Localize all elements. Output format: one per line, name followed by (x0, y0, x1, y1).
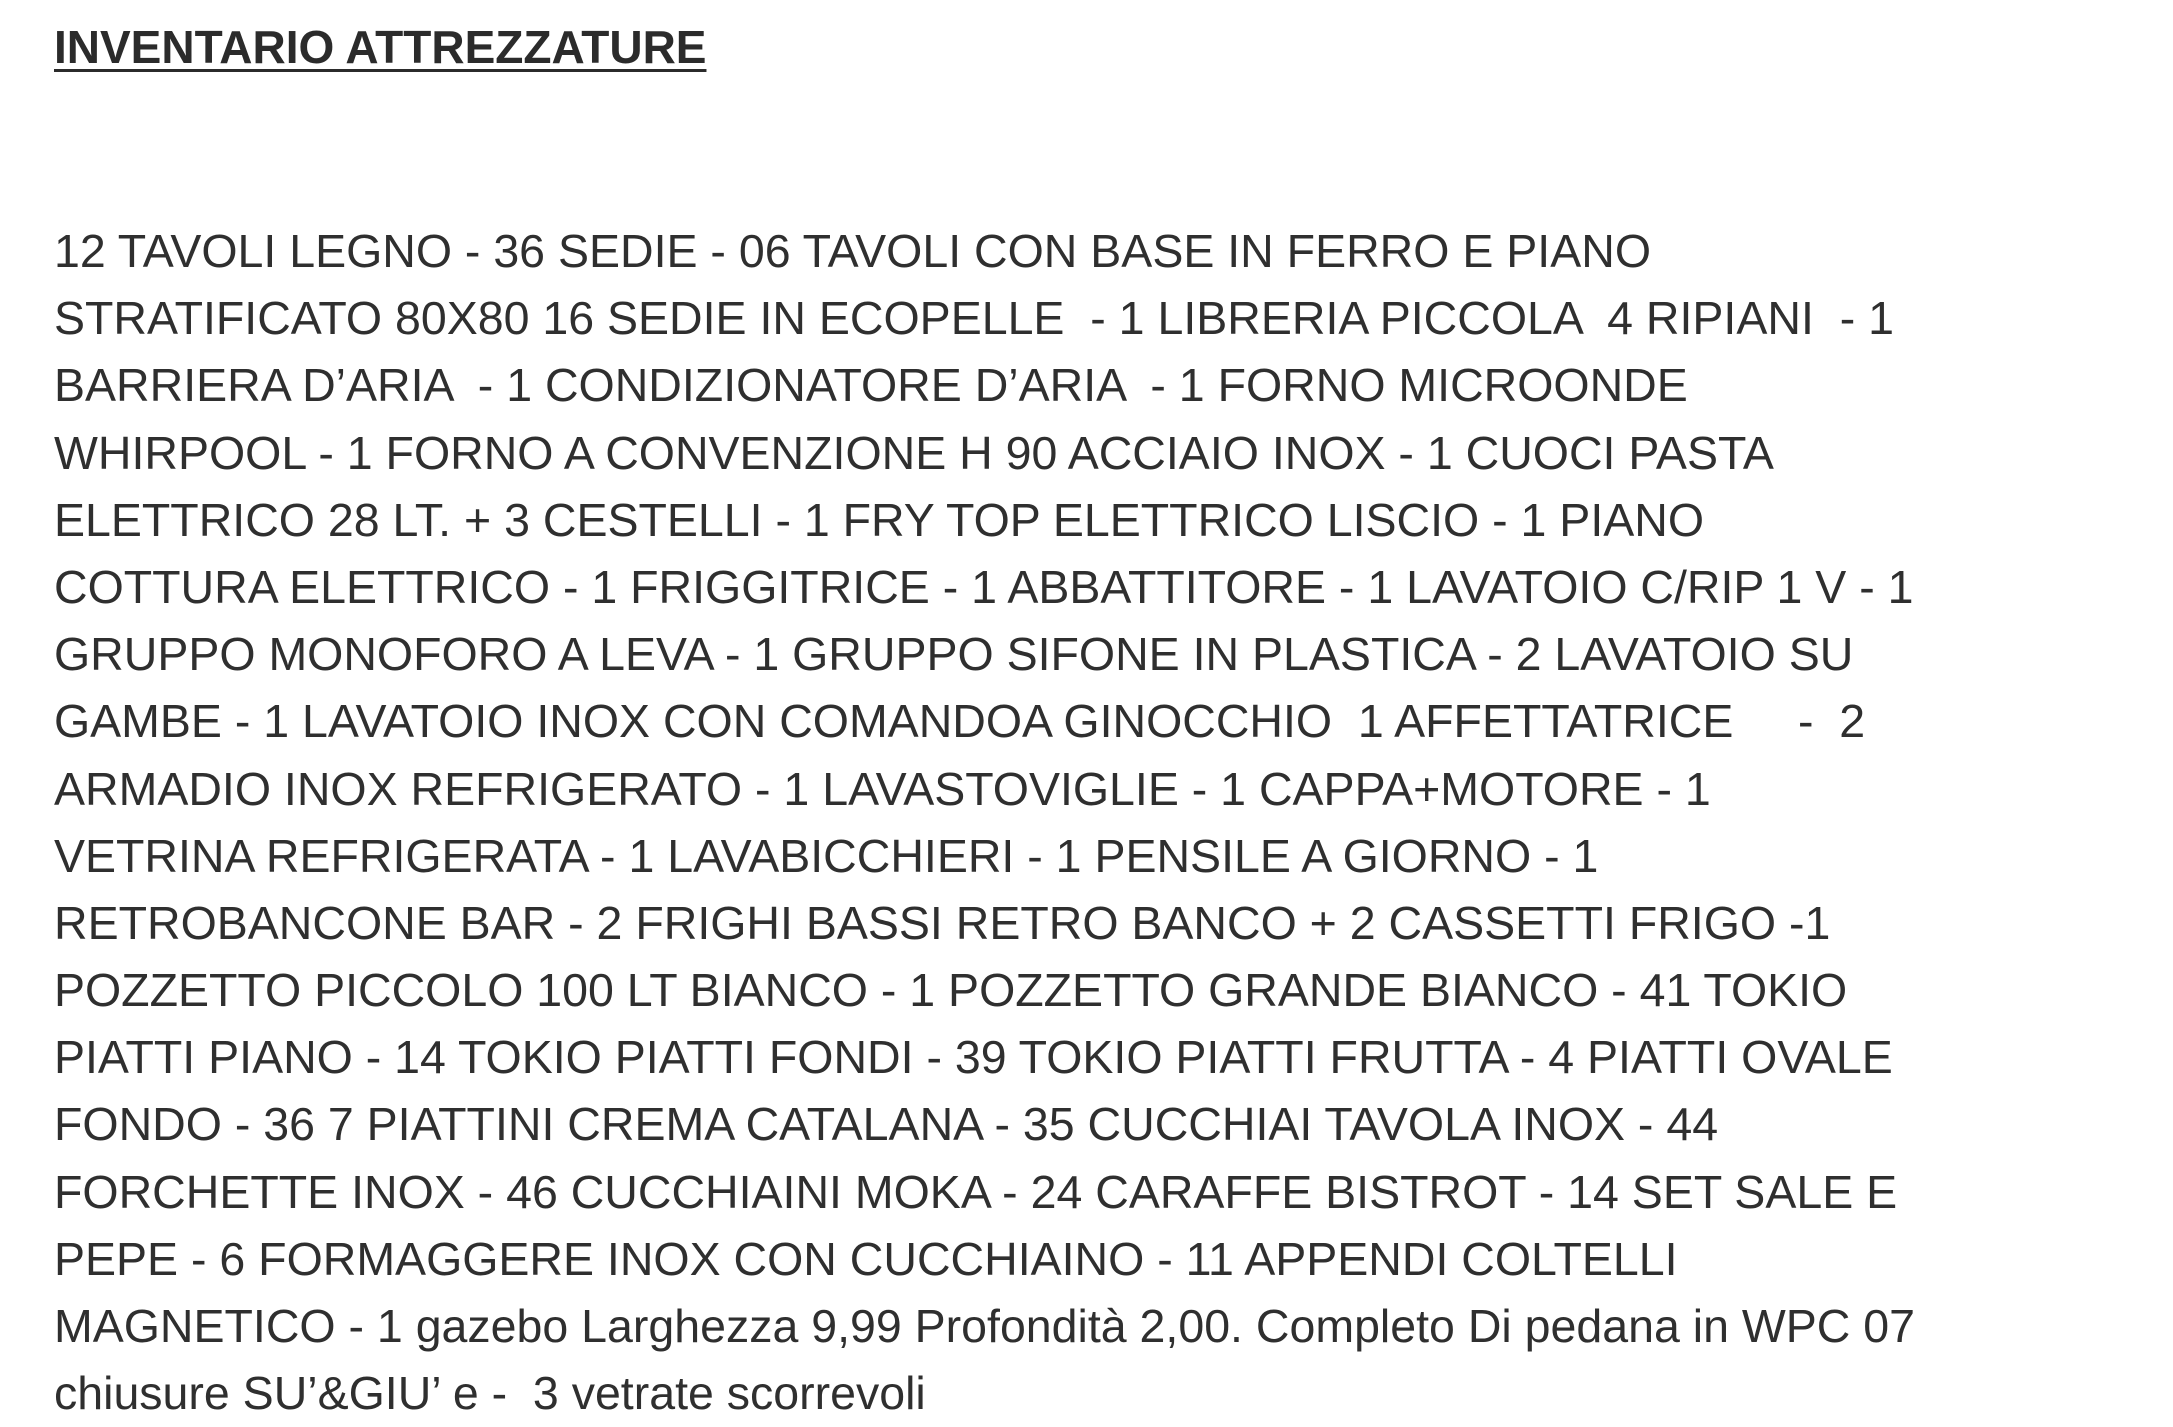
text-line: RETROBANCONE BAR - 2 FRIGHI BASSI RETRO BANCO + 2 CASSETTI FRIGO -1 (54, 896, 1831, 949)
text-line: ARMADIO INOX REFRIGERATO - 1 LAVASTOVIGLIE - 1 CAPPA+MOTORE - 1 (54, 762, 1711, 815)
text-line: PIATTI PIANO - 14 TOKIO PIATTI FONDI - 39 TOKIO PIATTI FRUTTA - 4 PIATTI OVALE (54, 1031, 1893, 1084)
document-page (54, 18, 2134, 1420)
text-line: chiusure SU’&GIU’ e - 3 vetrate scorrevoli (54, 1367, 926, 1420)
inventory-text (54, 218, 2134, 1427)
text-line: FORCHETTE INOX - 46 CUCCHIAINI MOKA - 24 CARAFFE BISTROT - 14 SET SALE E (54, 1165, 1898, 1218)
text-line: WHIRPOOL - 1 FORNO A CONVENZIONE H 90 ACCIAIO INOX - 1 CUOCI PASTA (54, 426, 1774, 479)
text-line: GAMBE - 1 LAVATOIO INOX CON COMANDOA GINOCCHIO 1 AFFETTATRICE - 2 (54, 695, 1866, 748)
text-line: GRUPPO MONOFORO A LEVA - 1 GRUPPO SIFONE IN PLASTICA - 2 LAVATOIO SU (54, 628, 1854, 681)
text-line: FONDO - 36 7 PIATTINI CREMA CATALANA - 35 CUCCHIAI TAVOLA INOX - 44 (54, 1098, 1719, 1151)
text-line: MAGNETICO - 1 gazebo Larghezza 9,99 Profondità 2,00. Completo Di pedana in WPC 07 (54, 1300, 1915, 1352)
text-line: POZZETTO PICCOLO 100 LT BIANCO - 1 POZZETTO GRANDE BIANCO - 41 TOKIO (54, 964, 1848, 1017)
text-line: PEPE - 6 FORMAGGERE INOX CON CUCCHIAINO - 11 APPENDI COLTELLI (54, 1232, 1678, 1285)
text-line: 12 TAVOLI LEGNO - 36 SEDIE - 06 TAVOLI CON BASE IN FERRO E PIANO (54, 225, 1651, 277)
document-title: INVENTARIO ATTREZZATURE (54, 21, 707, 73)
text-line: COTTURA ELETTRICO - 1 FRIGGITRICE - 1 ABBATTITORE - 1 LAVATOIO C/RIP 1 V - 1 (54, 560, 1914, 613)
text-line: BARRIERA D’ARIA - 1 CONDIZIONATORE D’ARIA - 1 FORNO MICROONDE (54, 359, 1688, 412)
text-line: VETRINA REFRIGERATA - 1 LAVABICCHIERI - 1 PENSILE A GIORNO - 1 (54, 829, 1599, 882)
text-line: ELETTRICO 28 LT. + 3 CESTELLI - 1 FRY TOP ELETTRICO LISCIO - 1 PIANO (54, 493, 1705, 546)
text-line: STRATIFICATO 80X80 16 SEDIE IN ECOPELLE - 1 LIBRERIA PICCOLA 4 RIPIANI - 1 (54, 292, 1894, 345)
